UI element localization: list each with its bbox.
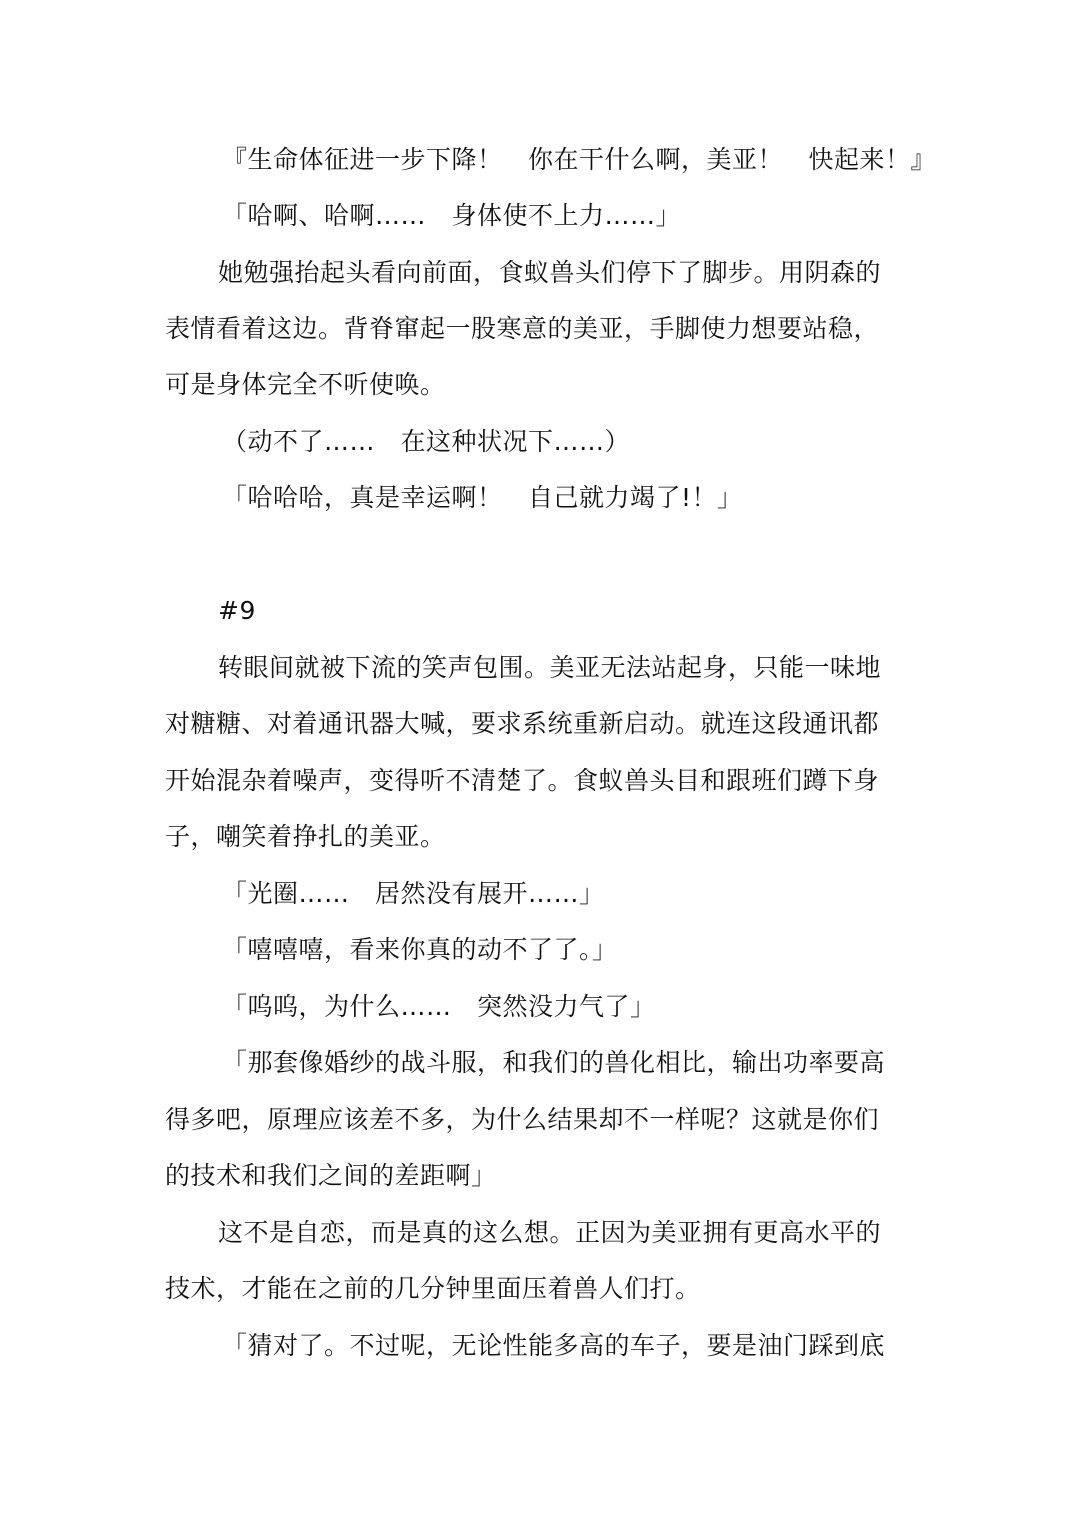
text-line: 子，嘲笑着挣扎的美亚。 [165,822,446,851]
text-line: 「嘻嘻嘻，看来你真的动不了了。」 [222,935,618,964]
text-line: 的技术和我们之间的差距啊」 [165,1161,497,1190]
text-line: 开始混杂着噪声，变得听不清楚了。食蚁兽头目和跟班们蹲下身 [165,766,880,795]
text-line: 「那套像婚纱的战斗服，和我们的兽化相比，输出功率要高 [222,1048,886,1077]
text-line: 她勉强抬起头看向前面，食蚁兽头们停下了脚步。用阴森的 [218,258,882,287]
text-line: 「哈哈哈，真是幸运啊！ 自己就力竭了!！」 [222,483,743,512]
text-line: 表情看着这边。背脊窜起一股寒意的美亚，手脚使力想要站稳， [165,314,880,343]
text-line: 得多吧，原理应该差不多，为什么结果却不一样呢？这就是你们 [165,1105,880,1134]
section-heading: #9 [218,596,256,625]
text-line: 「呜呜，为什么…… 突然没力气了」 [222,992,656,1021]
text-line: 转眼间就被下流的笑声包围。美亚无法站起身，只能一味地 [218,653,882,682]
text-line: 「猜对了。不过呢，无论性能多高的车子，要是油门踩到底 [222,1331,886,1360]
text-line: 「哈啊、哈啊…… 身体使不上力……」 [222,201,682,230]
text-line: （动不了…… 在这种状况下……） [222,427,631,456]
text-line: 「光圈…… 居然没有展开……」 [222,879,605,908]
text-line: 可是身体完全不听使唤。 [165,370,446,399]
text-line: 这不是自恋，而是真的这么想。正因为美亚拥有更高水平的 [218,1218,882,1247]
text-line: 技术，才能在之前的几分钟里面压着兽人们打。 [165,1274,701,1303]
text-line: 『生命体征进一步下降！ 你在干什么啊，美亚！ 快起来！』 [222,145,937,174]
text-line: 对糖糖、对着通讯器大喊，要求系统重新启动。就连这段通讯都 [165,709,880,738]
